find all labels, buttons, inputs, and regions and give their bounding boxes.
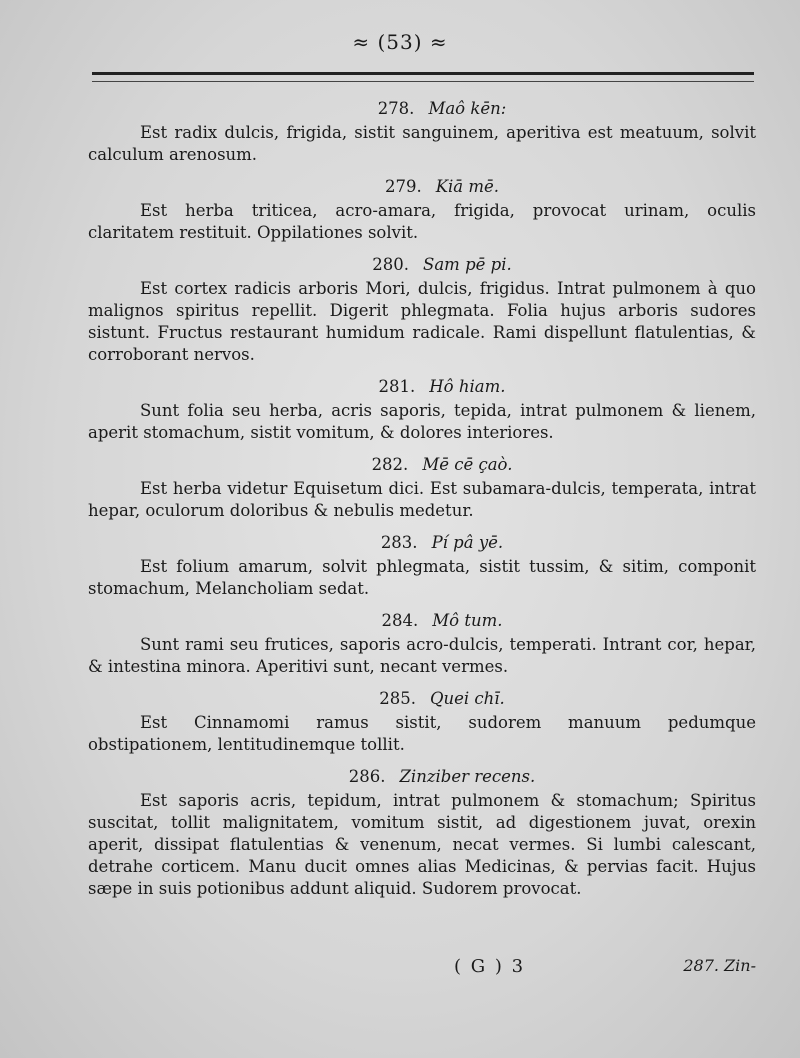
entry-title	[88, 532, 756, 554]
entry-285	[88, 688, 756, 756]
entries-list	[88, 98, 756, 910]
page-number: ≈ (53) ≈	[352, 30, 448, 54]
entry-name: Zinziber recens.	[399, 767, 536, 786]
entry-280	[88, 254, 756, 366]
entry-number: 279.	[384, 177, 422, 196]
entry-title	[88, 98, 756, 120]
entry-name: Mô tum.	[432, 611, 503, 630]
entry-name: Mē cē çaò.	[422, 455, 513, 474]
entry-number: 282.	[371, 455, 409, 474]
entry-number: 278.	[377, 99, 415, 118]
catchword: 287. Zin-	[683, 956, 756, 975]
entry-text: Est herba triticea, acro-amara, frigida, provocat urinam, oculis claritatem restituit. Oppilationes solvit.	[88, 201, 756, 242]
entry-number: 281.	[378, 377, 416, 396]
entry-number: 283.	[380, 533, 418, 552]
header-rule	[92, 72, 754, 82]
entry-number: 280.	[372, 255, 410, 274]
entry-title	[88, 454, 756, 476]
entry-text: Est cortex radicis arboris Mori, dulcis, frigidus. Intrat pulmonem à quo malignos spiritus repellit. Digerit phlegmata. Folia hujus arboris sudores sistunt. Fructus restaurant humidum radicale. Rami dispellunt flatulentias, & corroborant nervos.	[88, 279, 756, 364]
entry-title	[88, 766, 756, 788]
entry-name: Sam pē pi.	[423, 255, 512, 274]
entry-name: Kiā mē.	[435, 177, 500, 196]
entry-283	[88, 532, 756, 600]
signature-mark: ( G ) 3	[454, 956, 526, 977]
entry-279	[88, 176, 756, 244]
entry-name: Hô hiam.	[429, 377, 506, 396]
entry-text: Est Cinnamomi ramus sistit, sudorem manuum pedumque obstipationem, lentitudinemque tollit.	[88, 713, 756, 754]
entry-title	[88, 176, 756, 198]
entry-name: Pí pâ yē.	[431, 533, 504, 552]
entry-title	[88, 376, 756, 398]
entry-278	[88, 98, 756, 166]
entry-286	[88, 766, 756, 900]
entry-text: Sunt rami seu frutices, saporis acro-dulcis, temperati. Intrant cor, hepar, & intestina minora. Aperitivi sunt, necant vermes.	[88, 635, 756, 676]
entry-282	[88, 454, 756, 522]
entry-text: Est saporis acris, tepidum, intrat pulmonem & stomachum; Spiritus suscitat, tollit malignitatem, vomitum sistit, ad digestionem juvat, orexin aperit, dissipat flatulentias & venenum, necat vermes. Si lumbi calescant, detrahe corticem. Manu ducit omnes alias Medicinas, & pervias facit. Hujus sæpe in suis potionibus addunt aliquid. Sudorem provocat.	[88, 791, 756, 898]
page-footer	[88, 956, 756, 986]
entry-text: Sunt folia seu herba, acris saporis, tepida, intrat pulmonem & lienem, aperit stomachum, sistit vomitum, & dolores interiores.	[88, 401, 756, 442]
entry-number: 285.	[379, 689, 416, 708]
entry-number: 284.	[381, 611, 419, 630]
entry-name: Quei chī.	[429, 689, 505, 708]
entry-text: Est radix dulcis, frigida, sistit sanguinem, aperitiva est meatuum, solvit calculum arenosum.	[88, 123, 756, 164]
entry-281	[88, 376, 756, 444]
entry-title	[88, 610, 756, 632]
entry-name: Maô kēn:	[428, 99, 507, 118]
entry-text: Est folium amarum, solvit phlegmata, sistit tussim, & sitim, componit stomachum, Melancholiam sedat.	[88, 557, 756, 598]
entry-number: 286.	[348, 767, 386, 786]
entry-text: Est herba videtur Equisetum dici. Est subamara-dulcis, temperata, intrat hepar, oculorum doloribus & nebulis medetur.	[88, 479, 756, 520]
entry-title	[88, 688, 756, 710]
entry-title	[88, 254, 756, 276]
entry-284	[88, 610, 756, 678]
